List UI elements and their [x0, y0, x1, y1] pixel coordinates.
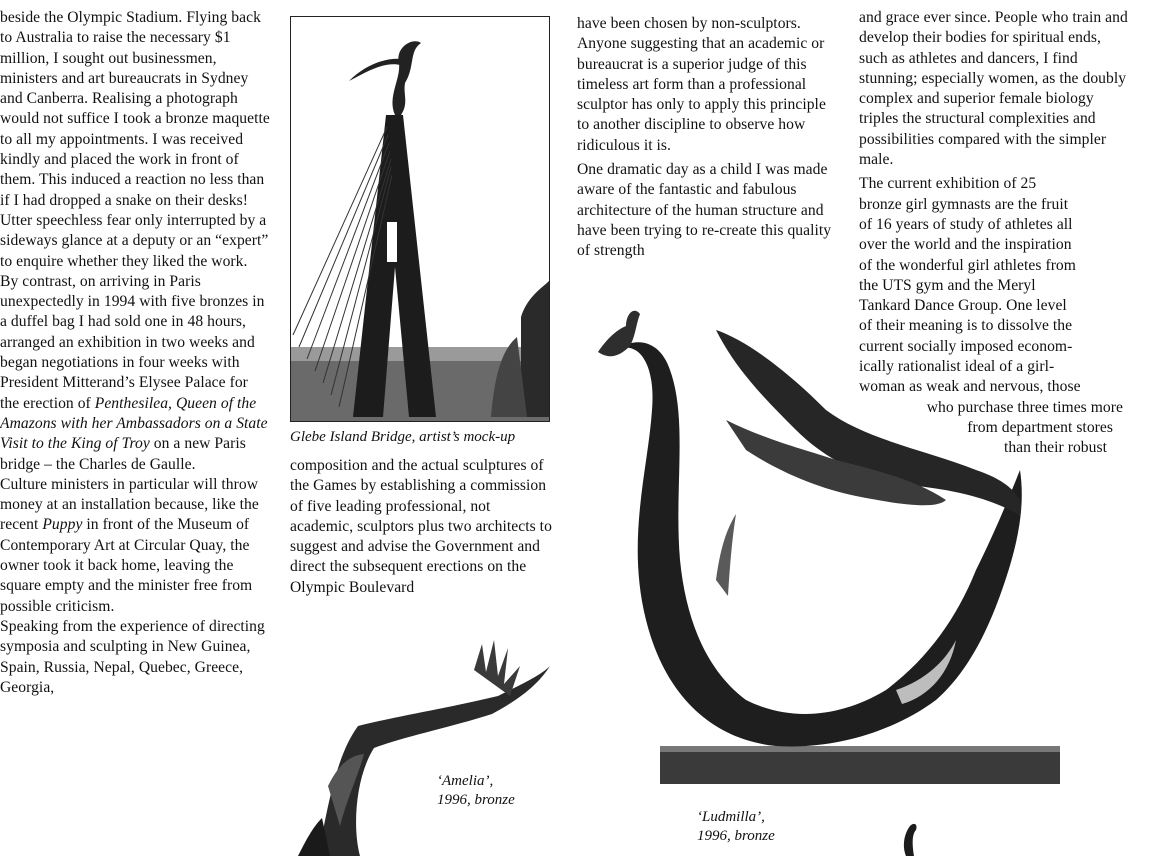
paragraph: composition and the actual sculptures of the Games by establishing a commission of five leading professional, not academic, sculptors plus two architects to suggest and advise the Government and direct the subsequent erections on the Olympic Boulevard [290, 457, 552, 596]
text-line: of their meaning is to dissolve the [859, 317, 1073, 335]
amelia-caption-date: 1996, bronze [437, 792, 515, 808]
text-line: current socially imposed econom- [859, 337, 1073, 355]
text-line: ically rationalist ideal of a girl- [859, 358, 1055, 376]
text-line: Tankard Dance Group. One level [859, 297, 1067, 315]
text-line: who purchase three times more [926, 398, 1123, 416]
sculpture-fragment-photo [896, 820, 926, 856]
paragraph: and grace ever since. People who train and develop their bodies for spiritual ends, such as athletes and dancers, I find stunning; especially women, as the doubly complex and superior female biology triples the structural complexities and possibilities compared with the simpler male. [859, 9, 1128, 169]
article-column-1 [0, 8, 270, 698]
paragraph [0, 475, 270, 617]
paragraph [0, 272, 270, 475]
paragraph-text: on a new Paris bridge – the Charles de Gaulle. [0, 435, 246, 473]
article-column-2 [290, 456, 552, 598]
text-line: over the world and the inspiration [859, 236, 1072, 254]
text-line: of 16 years of study of athletes all [859, 215, 1073, 233]
bridge-illustration [291, 17, 549, 421]
artwork-title: Penthesilea, Queen of the Amazons with her Ambassadors on a State Visit to the King of Troy [0, 394, 268, 453]
paragraph: beside the Olympic Stadium. Flying back to Australia to raise the necessary $1 million, I sought out businessmen, ministers and art bureaucrats in Sydney and Canberra. Realising a photograph would not suffice I took a bronze maquette to all my appointments. I was received kindly and placed the work in front of them. This induced a reaction no less than if I had dropped a snake on their desks! Utter speechless fear only interrupted by a sideways glance at a deputy or an “expert” to enquire whether they liked the work. [0, 9, 270, 270]
bridge-caption: Glebe Island Bridge, artist’s mock-up [290, 429, 516, 445]
article-column-4 [859, 8, 1129, 459]
ludmilla-caption-title: ‘Ludmilla’, [697, 809, 765, 825]
paragraph [859, 174, 1129, 458]
text-line: the UTS gym and the Meryl [859, 276, 1036, 294]
text-line: bronze girl gymnasts are the fruit [859, 195, 1069, 213]
amelia-sculpture-photo [278, 636, 558, 856]
text-line: than their robust [1003, 439, 1107, 457]
ludmilla-caption-date: 1996, bronze [697, 828, 775, 844]
sculpture-fragment-illustration [896, 820, 926, 856]
paragraph: have been chosen by non-sculptors. Anyone suggesting that an academic or bureaucrat is a superior judge of this timeless art form than a professional sculptor has only to apply this principle to another discipline to observe how ridiculous it is. [577, 15, 826, 154]
paragraph-text: in front of the Museum of Contemporary Art at Circular Quay, the owner took it back home, leaving the square empty and the minister free from possible criticism. [0, 516, 253, 615]
text-line: from department stores [967, 418, 1113, 436]
text-line: woman as weak and nervous, those [859, 378, 1081, 396]
paragraph: One dramatic day as a child I was made aware of the fantastic and fabulous architecture of the human structure and have been trying to re-create this quality of strength [577, 161, 832, 260]
ludmilla-caption [697, 808, 837, 846]
paragraph-text: Culture ministers in particular will throw money at an installation because, like the recent [0, 475, 259, 534]
amelia-caption-title: ‘Amelia’, [437, 773, 494, 789]
amelia-caption [437, 772, 557, 810]
article-column-3 [577, 14, 841, 262]
amelia-sculpture-illustration [278, 636, 558, 856]
paragraph-text: By contrast, on arriving in Paris unexpectedly in 1994 with five bronzes in a duffel bag I had sold one in 48 hours, arranged an exhibition in two weeks and began negotiations in four weeks with President Mitterand’s Elysee Palace for the erection of [0, 272, 265, 412]
text-line: of the wonderful girl athletes from [859, 256, 1076, 274]
bridge-photo [290, 16, 550, 422]
paragraph: Speaking from the experience of directing symposia and sculpting in New Guinea, Spain, Russia, Nepal, Quebec, Greece, Georgia, [0, 617, 265, 696]
text-line: The current exhibition of 25 [859, 175, 1037, 193]
artwork-title: Puppy [42, 516, 83, 534]
